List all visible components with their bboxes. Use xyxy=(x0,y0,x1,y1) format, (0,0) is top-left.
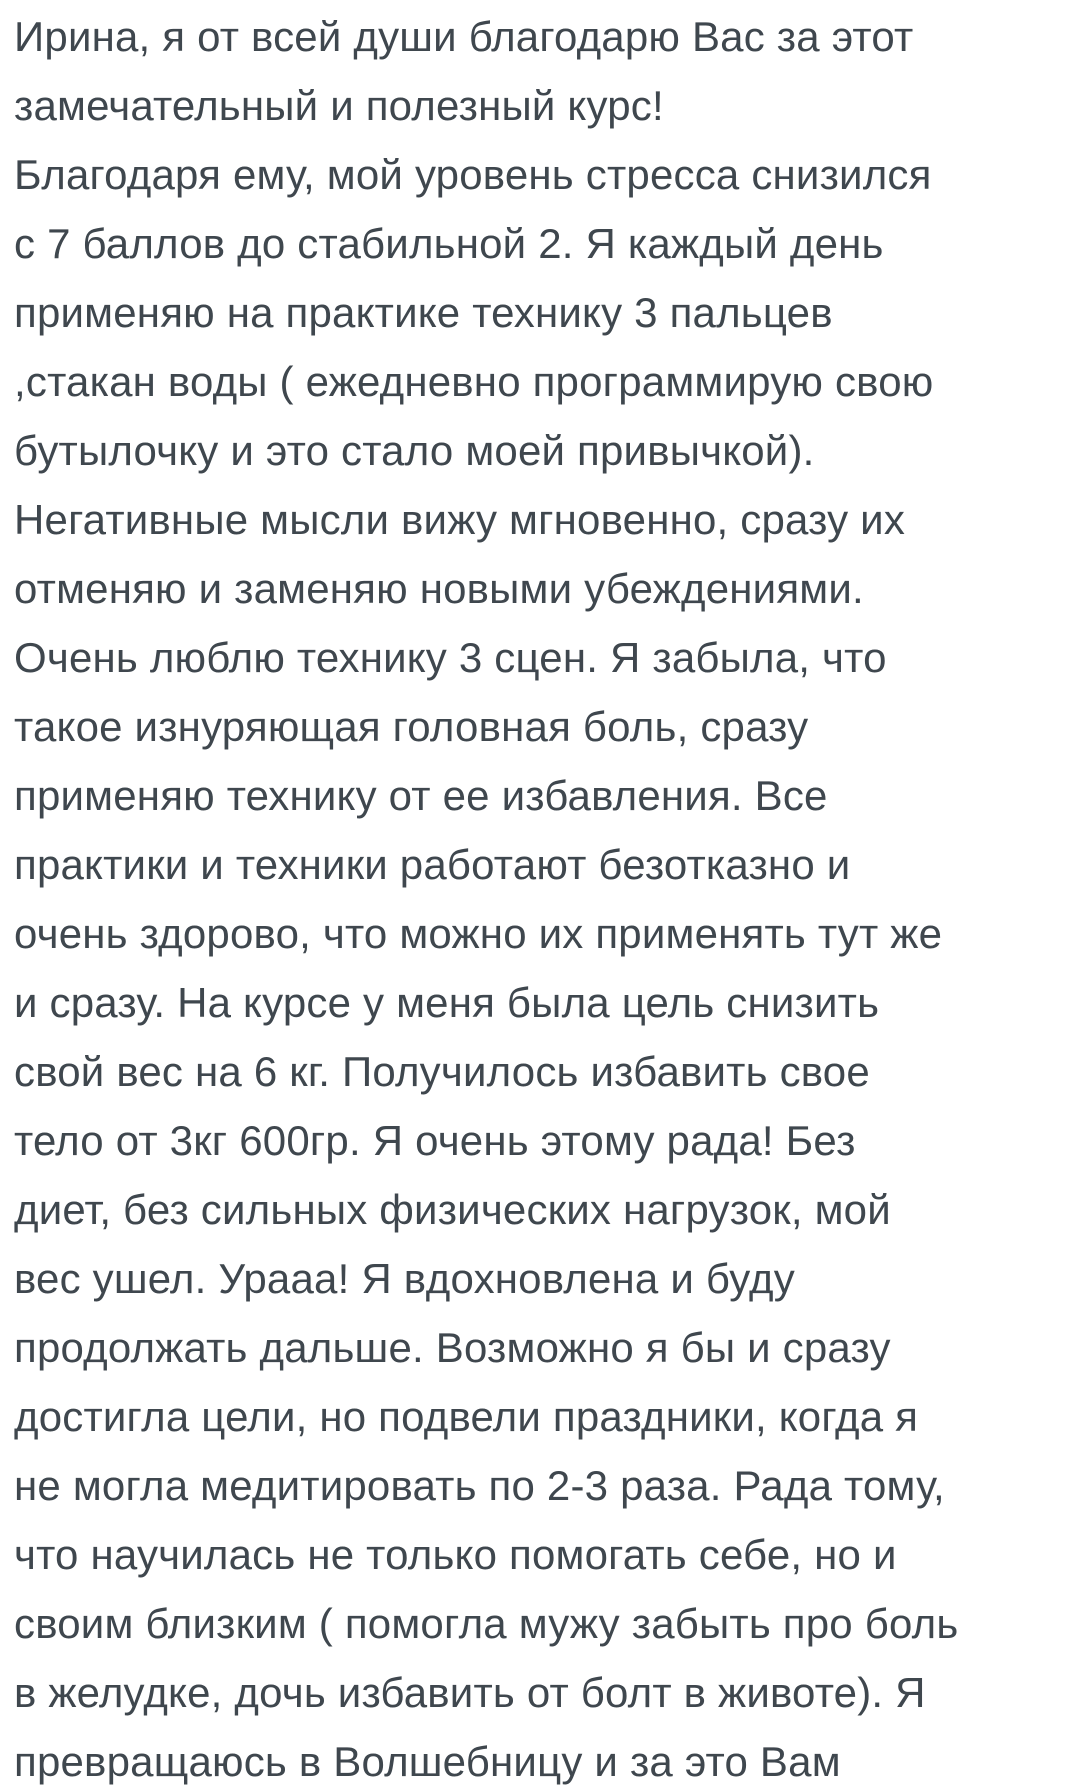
text-line: и сразу. На курсе у меня была цель снизить xyxy=(14,979,880,1026)
text-line: диет, без сильных физических нагрузок, мой xyxy=(14,1186,891,1233)
text-line: Ирина, я от всей души благодарю Вас за этот xyxy=(14,13,914,60)
text-line: свой вес на 6 кг. Получилось избавить свое xyxy=(14,1048,870,1095)
text-line: практики и техники работают безотказно и xyxy=(14,841,851,888)
text-line: применяю на практике технику 3 пальцев xyxy=(14,289,833,336)
text-line: ,стакан воды ( ежедневно программирую свою xyxy=(14,358,934,405)
text-line: что научилась не только помогать себе, но и xyxy=(14,1531,897,1578)
text-line: применяю технику от ее избавления. Все xyxy=(14,772,828,819)
text-line: превращаюсь в Волшебницу и за это Вам xyxy=(14,1738,841,1785)
text-line: Негативные мысли вижу мгновенно, сразу их xyxy=(14,496,906,543)
text-line: в желудке, дочь избавить от болт в животе). Я xyxy=(14,1669,926,1716)
text-line: бутылочку и это стало моей привычкой). xyxy=(14,427,815,474)
text-line: очень здорово, что можно их применять тут же xyxy=(14,910,943,957)
text-line: вес ушел. Урааа! Я вдохновлена и буду xyxy=(14,1255,795,1302)
text-line: достигла цели, но подвели праздники, когда я xyxy=(14,1393,919,1440)
text-line: продолжать дальше. Возможно я бы и сразу xyxy=(14,1324,891,1371)
text-line: замечательный и полезный курс! xyxy=(14,82,664,129)
text-line: отменяю и заменяю новыми убеждениями. xyxy=(14,565,864,612)
text-line: тело от 3кг 600гр. Я очень этому рада! Без xyxy=(14,1117,856,1164)
text-line: Благодаря ему, мой уровень стресса снизился xyxy=(14,151,932,198)
text-line: такое изнуряющая головная боль, сразу xyxy=(14,703,809,750)
text-line: не могла медитировать по 2-3 раза. Рада тому, xyxy=(14,1462,945,1509)
text-line: своим близким ( помогла мужу забыть про боль xyxy=(14,1600,959,1647)
text-line: Очень люблю технику 3 сцен. Я забыла, что xyxy=(14,634,887,681)
text-line: с 7 баллов до стабильной 2. Я каждый день xyxy=(14,220,884,267)
